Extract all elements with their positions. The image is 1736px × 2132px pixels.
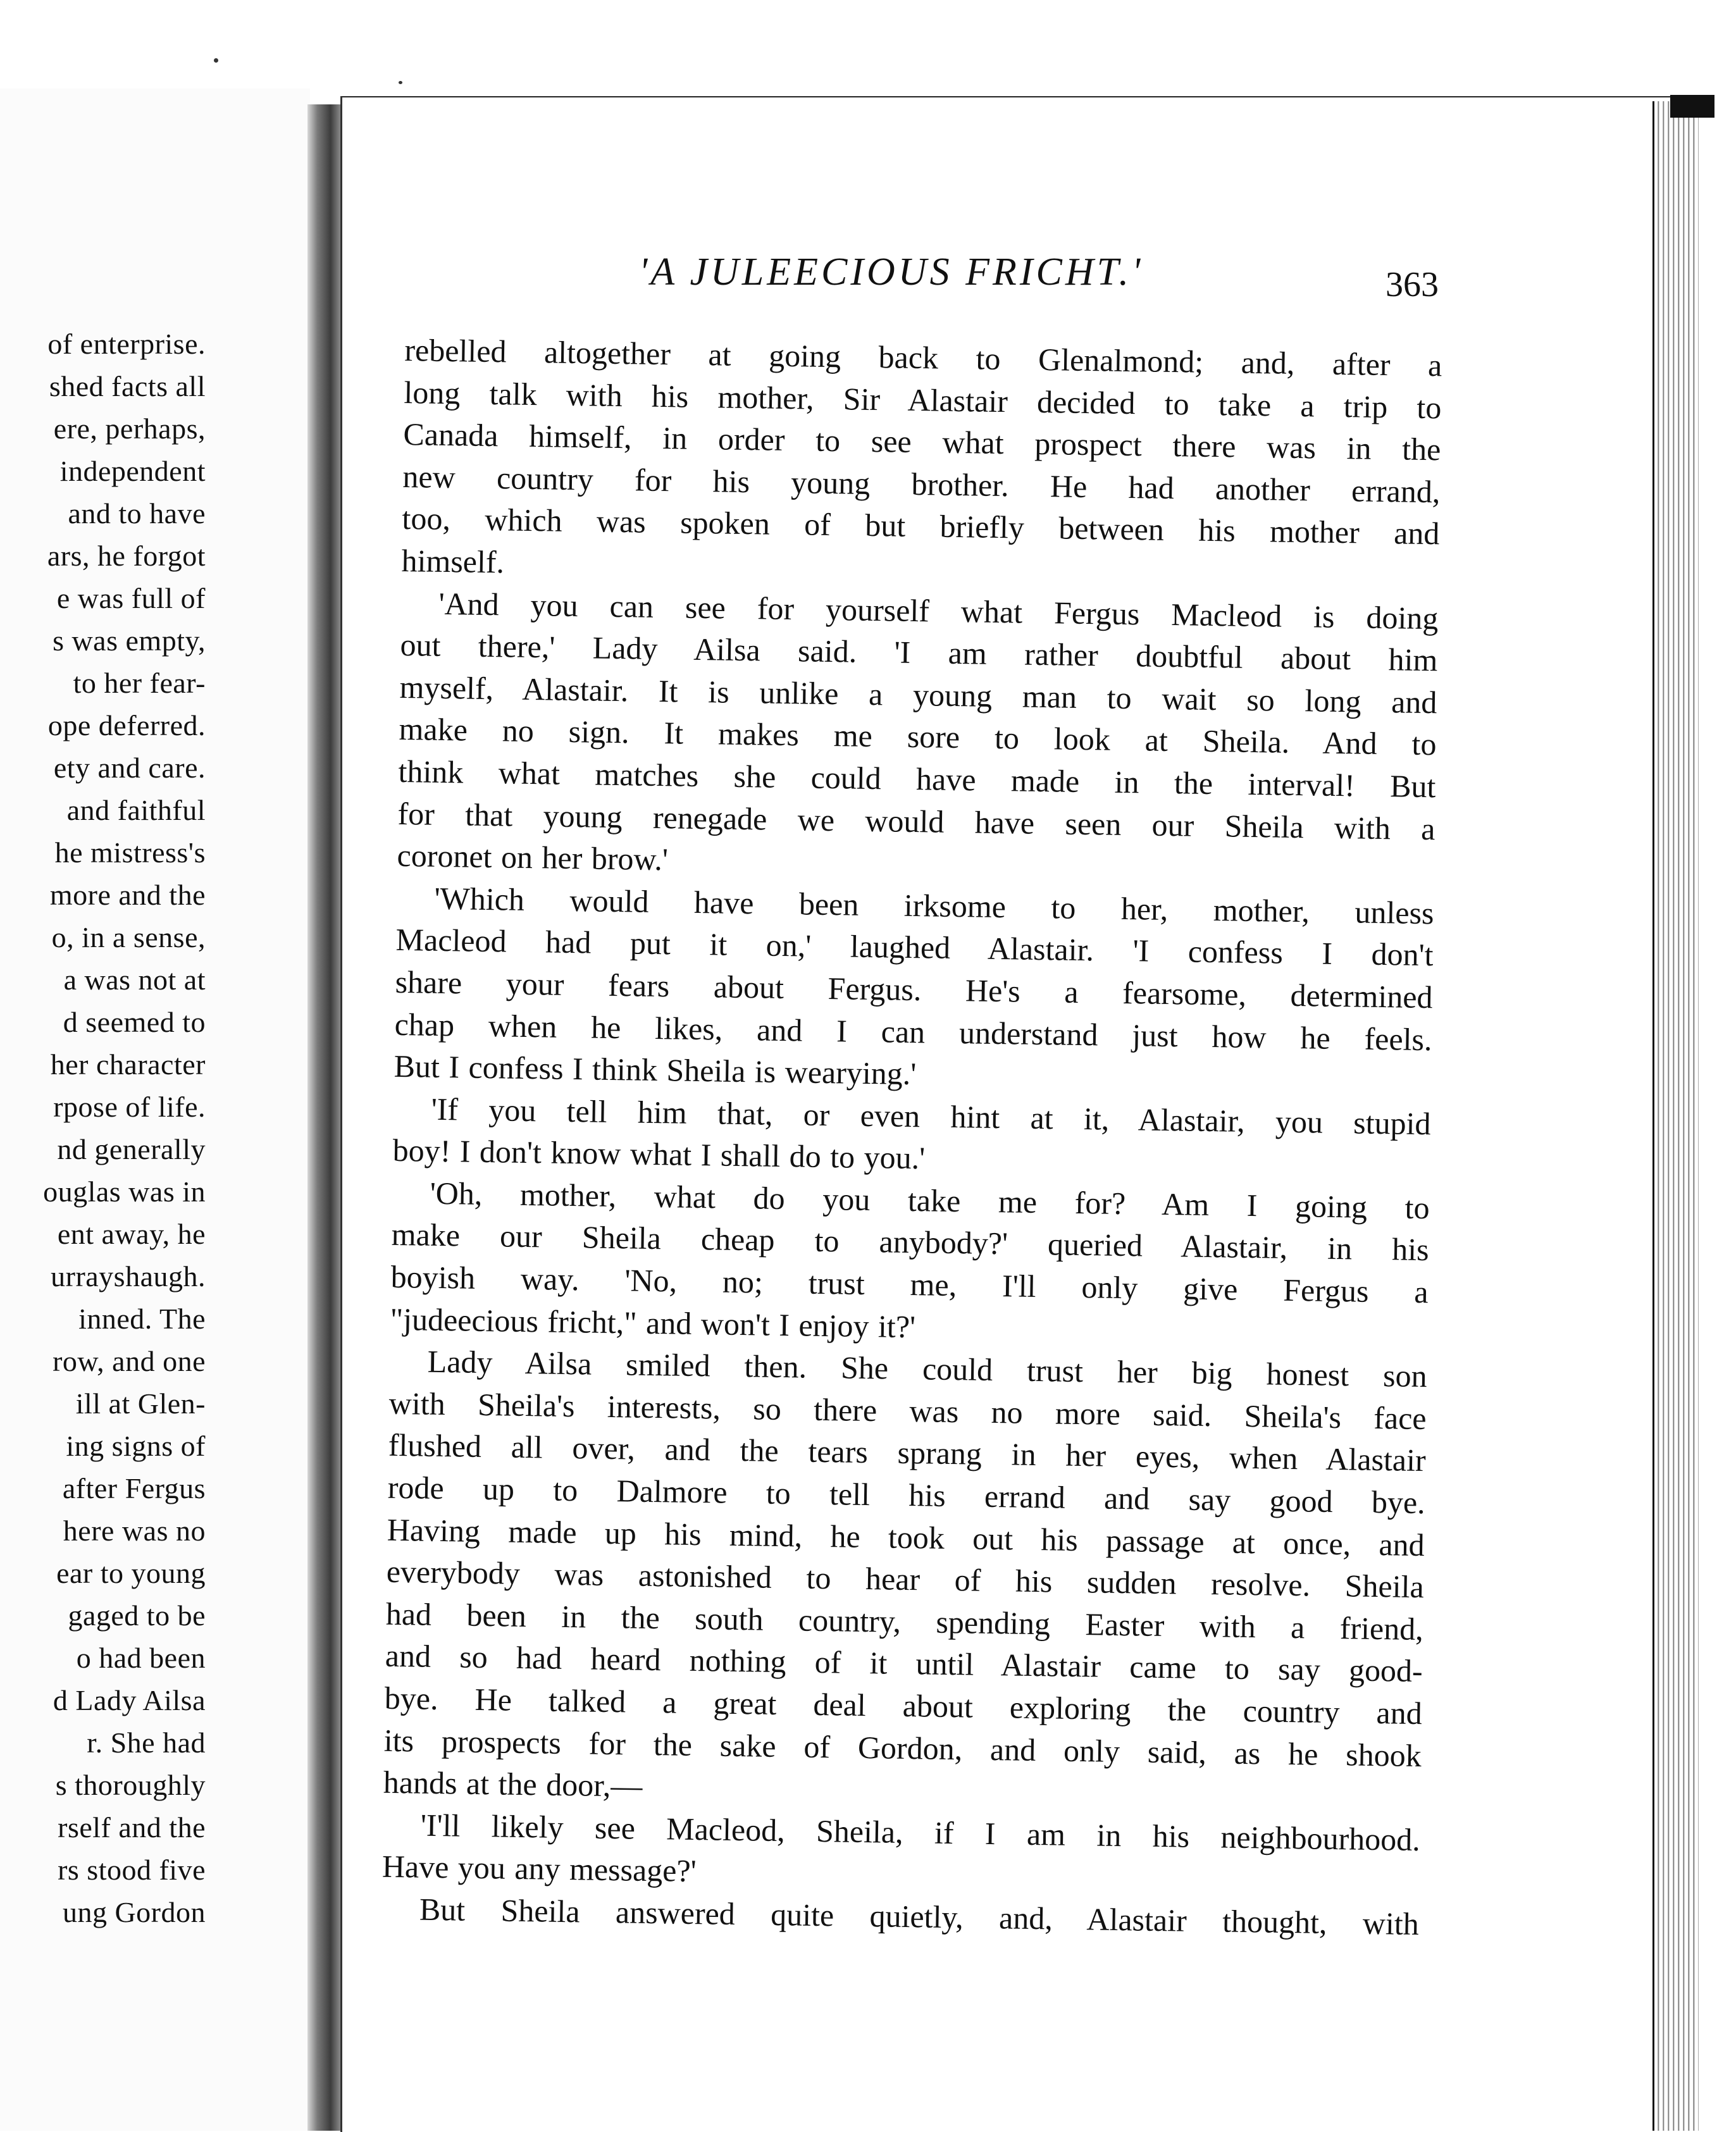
book-gutter	[307, 104, 340, 2131]
text-line: had been in the south country, spending Easter with a friend,	[385, 1596, 1424, 1647]
page-edges	[1652, 101, 1699, 2131]
speck	[214, 58, 218, 63]
previous-page-line: gaged to be	[68, 1599, 206, 1632]
text-line: Macleod had put it on,' laughed Alastair. 'I confess I don't	[395, 922, 1434, 973]
text-line: out there,' Lady Ailsa said. 'I am rather doubtful about him	[400, 627, 1438, 678]
text-line: bye. He talked a great deal about exploring the country and	[384, 1680, 1423, 1732]
cover-corner	[1670, 95, 1714, 118]
text-line: its prospects for the sake of Gordon, and only said, as he shook	[383, 1722, 1422, 1773]
text-line: boy! I don't know what I shall do to you.'	[392, 1132, 926, 1176]
text-line: everybody was astonished to hear of his sudden resolve. Sheila	[386, 1554, 1425, 1605]
speck	[399, 81, 402, 84]
previous-page-line: to her fear-	[73, 667, 206, 699]
text-line: Lady Ailsa smiled then. She could trust her big honest son	[427, 1343, 1428, 1394]
text-line: himself.	[401, 542, 505, 580]
text-line: rebelled altogether at going back to Glenalmond; and, after a	[404, 332, 1442, 383]
previous-page-line: inned. The	[78, 1303, 206, 1335]
text-line: new country for his young brother. He had another errand,	[402, 458, 1441, 510]
previous-page-line: o had been	[76, 1642, 206, 1674]
previous-page-line: d seemed to	[63, 1006, 206, 1038]
previous-page-line: ere, perhaps,	[53, 412, 206, 445]
text-line: with Sheila's interests, so there was no more said. Sheila's face	[388, 1385, 1427, 1436]
previous-page-line: ill at Glen-	[75, 1387, 206, 1420]
text-line: myself, Alastair. It is unlike a young man to wait so long and	[399, 669, 1437, 721]
previous-page-text-column	[0, 323, 206, 1933]
previous-page-line: ear to young	[56, 1557, 206, 1589]
previous-page-line: d Lady Ailsa	[53, 1684, 206, 1716]
text-line: make no sign. It makes me sore to look at Sheila. And to	[399, 711, 1437, 762]
text-line: boyish way. 'No, no; trust me, I'll only give Fergus a	[390, 1258, 1429, 1310]
previous-page-line: ent away, he	[57, 1218, 206, 1250]
previous-page-line: s was empty,	[53, 624, 206, 657]
text-line: share your fears about Fergus. He's a fearsome, determined	[395, 964, 1433, 1015]
previous-page-line: rs stood five	[58, 1854, 206, 1886]
previous-page-line: and faithful	[66, 794, 206, 826]
text-line: "judeecious fricht," and won't I enjoy it?'	[390, 1301, 916, 1344]
previous-page-line: independent	[59, 455, 206, 487]
previous-page-line: ouglas was in	[43, 1175, 206, 1208]
text-line: hands at the door,—	[383, 1764, 643, 1804]
previous-page-line: r. She had	[87, 1726, 206, 1759]
previous-page-line: a was not at	[63, 964, 206, 996]
previous-page-line: ety and care.	[53, 752, 206, 784]
running-head: 'A JULEECIOUS FRICHT.'	[639, 251, 1144, 294]
previous-page-line: ing signs of	[66, 1430, 206, 1462]
previous-page-line: ung Gordon	[62, 1896, 206, 1928]
previous-page-line: and to have	[68, 497, 206, 530]
previous-page-line: o, in a sense,	[51, 921, 206, 953]
previous-page-line: rpose of life.	[53, 1091, 206, 1123]
previous-page-line: ars, he forgot	[47, 540, 206, 572]
page-number: 363	[1386, 265, 1439, 304]
text-line: But I confess I think Sheila is wearying.'	[394, 1048, 917, 1092]
previous-page-line: more and the	[49, 879, 206, 911]
previous-page-line: e was full of	[56, 582, 206, 614]
text-line: chap when he likes, and I can understand just how he feels.	[394, 1006, 1432, 1057]
previous-page-line: urrayshaugh.	[51, 1260, 206, 1292]
text-line: 'Oh, mother, what do you take me for? Am I going to	[430, 1175, 1430, 1226]
text-line: for that young renegade we would have seen our Sheila with a	[397, 795, 1435, 846]
text-line: Have you any message?'	[381, 1849, 697, 1889]
text-line: Canada himself, in order to see what prospect there was in the	[403, 416, 1441, 468]
text-line: coronet on her brow.'	[397, 838, 669, 877]
text-line: long talk with his mother, Sir Alastair decided to take a trip to	[404, 374, 1442, 425]
text-line: 'If you tell him that, or even hint at it, Alastair, you stupid	[431, 1091, 1431, 1141]
previous-page-line: he mistress's	[54, 836, 206, 869]
text-line: make our Sheila cheap to anybody?' queried Alastair, in his	[391, 1217, 1429, 1268]
text-line: 'Which would have been irksome to her, mother, unless	[434, 880, 1434, 931]
previous-page-line: here was no	[63, 1515, 206, 1547]
previous-page-line: rself and the	[58, 1811, 206, 1844]
text-line: flushed all over, and the tears sprang in her eyes, when Alastair	[388, 1427, 1427, 1478]
text-line: too, which was spoken of but briefly between his mother and	[402, 500, 1440, 552]
text-line: think what matches she could have made in the interval! But	[398, 753, 1436, 805]
text-line: rode up to Dalmore to tell his errand and say good bye.	[387, 1469, 1426, 1521]
previous-page-fragment	[0, 89, 310, 2131]
previous-page-line: shed facts all	[49, 370, 206, 402]
text-line: But Sheila answered quite quietly, and, Alastair thought, with	[419, 1891, 1420, 1942]
previous-page-line: s thoroughly	[55, 1769, 206, 1801]
text-line: 'And you can see for yourself what Fergus Macleod is doing	[438, 585, 1439, 636]
text-line: 'I'll likely see Macleod, Sheila, if I am in his neighbourhood.	[420, 1807, 1421, 1857]
previous-page-line: of enterprise.	[47, 328, 206, 360]
body-text	[381, 329, 1442, 1945]
previous-page-line: ope deferred.	[47, 709, 206, 741]
text-line: Having made up his mind, he took out his passage at once, and	[387, 1511, 1425, 1563]
previous-page-line: after Fergus	[62, 1472, 206, 1504]
previous-page-line: nd generally	[57, 1133, 206, 1165]
previous-page-line: her character	[50, 1048, 206, 1081]
text-line: and so had heard nothing of it until Alastair came to say good-	[385, 1638, 1423, 1689]
previous-page-line: row, and one	[53, 1345, 206, 1377]
